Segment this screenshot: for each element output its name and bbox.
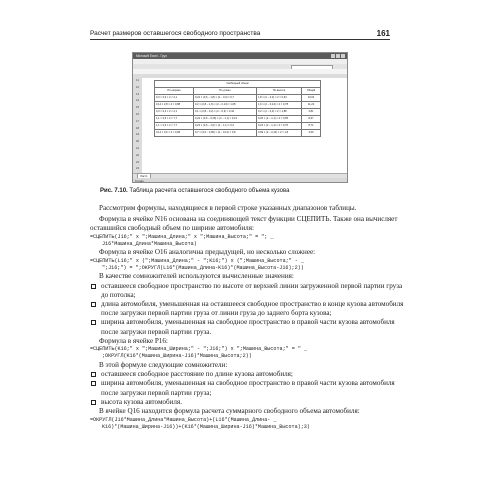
checkbox-bullet-icon <box>91 320 96 325</box>
list-item-text: оставшееся свободное пространство по высоте от верхней линии загруженной первой партии груза до потолка; <box>101 281 403 299</box>
code-listing <box>90 417 408 431</box>
table-cell: 0,14 × 2,8 × 2 = 0,88 <box>155 102 194 109</box>
row-number: 19 <box>136 133 139 137</box>
sheet-tab: Лист1 <box>137 173 151 179</box>
table-cell: 0,2 × (2 – 0,3) × 2 = 1,88 <box>257 109 302 116</box>
table-row <box>155 130 321 137</box>
checkbox-bullet-icon <box>91 302 96 307</box>
free-volume-table <box>154 80 321 137</box>
code-line: =ОКРУГЛ(J16*Машина_Длина*Машина_Высота)+(L16*(Машина_Длина- _ <box>90 416 277 423</box>
table-cell: 0,99 × (2 – 0,14) × 2 = 1,8 <box>257 130 302 137</box>
col-header-height: По высоте <box>257 88 302 95</box>
code-line: =СЦЕПИТЬ(L16;" х (";Машина_Длина;" - ";K16;") х (";Машина_Высота;" - _ <box>90 257 304 264</box>
paragraph: Формула в ячейке O16 аналогична предыдущей, но несколько сложнее: <box>99 248 316 257</box>
table-row <box>155 123 321 130</box>
close-icon <box>341 54 345 58</box>
row-number: 21 <box>136 146 139 150</box>
table-row <box>155 102 321 109</box>
list-item-text: ширина автомобиля, уменьшенная на свободное пространство в правой части кузова автомобиля после загрузки первой партии груза. <box>101 318 395 336</box>
paragraph: Рассмотрим формулы, находящиеся в первой строке указанных диапазонов таблицы. <box>99 204 357 212</box>
code-listing <box>90 258 408 272</box>
paragraph: В этой формуле следующие сомножители: <box>99 360 228 369</box>
table-cell: 0,22 × (3,6 – 1,8) × (2 – 0,3) = 0,7 <box>194 95 257 102</box>
row-number: 18 <box>136 126 139 130</box>
table-cell: 3,66 <box>302 130 321 137</box>
col-header-length: По длине <box>194 88 257 95</box>
code-listing <box>90 346 408 360</box>
status-bar: Готово <box>133 178 347 183</box>
table-cell: 0,3 × 3,4 × 2 = 2,1 <box>155 109 194 116</box>
paragraph: В качестве сомножителей используются вычисленные значения: <box>99 272 294 281</box>
list-item-text: длина автомобиля, уменьшенная на оставшееся свободное пространство в конце кузова автомобиля после загрузки первой партии груза от линии груза до заднего борта кузова; <box>101 299 404 318</box>
table-row <box>155 95 321 102</box>
row-number: 20 <box>136 140 139 144</box>
running-header-title: Расчет размеров оставшегося свободного пространства <box>90 30 261 37</box>
code-line: K16)*(Машина_Ширина-J16))+(K16*(Машина_Ширина-J16)*Машина_Высота);3) <box>102 423 310 430</box>
bullet-list <box>90 370 408 407</box>
spreadsheet-screenshot <box>132 52 348 183</box>
table-cell: 0,3 × 3,6 × 2 = 2,1 <box>155 95 194 102</box>
figure-caption <box>100 188 430 194</box>
code-line: ;ОКРУГЛ(K16*(Машина_Ширина-J16)*Машина_Высота;2)) <box>102 353 252 360</box>
row-number: 17 <box>136 119 139 123</box>
table-cell: 8,71 <box>302 123 321 130</box>
list-item-text: ширина автомобиля, уменьшенная на свободное пространство в правой части кузова автомобиля после загрузки первой партии груза; <box>101 379 395 397</box>
checkbox-bullet-icon <box>91 372 96 377</box>
body-text <box>90 204 408 431</box>
sheet-grid <box>142 78 347 173</box>
maximize-icon <box>336 54 340 58</box>
row-number: 16 <box>136 112 139 116</box>
excel-window-title: Microsoft Excel - Груз <box>136 54 167 58</box>
list-item <box>90 318 408 336</box>
page-number: 161 <box>376 29 390 38</box>
paragraph: Формула в ячейке P16: <box>99 336 168 345</box>
table-cell: 0,1 × (2,8 – 0,2) × (2 – 0,3) = 0,44 <box>194 109 257 116</box>
table-cell: 8,97 <box>302 116 321 123</box>
minimize-icon <box>331 54 335 58</box>
list-item-text: высота кузова автомобиля. <box>101 397 182 406</box>
row-number: 15 <box>136 106 139 110</box>
table-cell: 1,1 × 3,5 × 2 = 7,7 <box>155 116 194 123</box>
table-cell: 0,22 × (2 – 1,1) × 2 = 0,76 <box>257 123 302 130</box>
code-line: =СЦЕПИТЬ(K16;" х ";Машина_Ширина;" - ";J16;") х ";Машина_Высота;" = " _ <box>90 346 308 353</box>
checkbox-bullet-icon <box>91 381 96 386</box>
table-row <box>155 109 321 116</box>
code-listing <box>90 234 408 248</box>
table-cell: 1,6 × (2 – 0,14) × 2 = 0,78 <box>257 102 302 109</box>
code-line: ";J16;") = ";ОКРУГЛ(L16*(Машина_Длина-K16)*(Машина_Высота-J16);2)) <box>102 264 304 271</box>
table-cell: 4,81 <box>302 109 321 116</box>
row-number: 14 <box>136 99 139 103</box>
code-line: =СЦЕПИТЬ(J16;" х ";Машина_Длина;" х ";Машина_Высота;" = "; _ <box>90 233 274 240</box>
list-item <box>90 282 408 300</box>
bullet-list <box>90 282 408 337</box>
row-number: 12 <box>136 85 139 89</box>
row-number: 23 <box>136 160 139 164</box>
table-cell: 0,22 × (2,6 – 1,6) × (2 – 1,1) = 0,2 <box>194 123 257 130</box>
table-cell: 1,1 × 3,6 × 2 = 7,7 <box>155 123 194 130</box>
list-item-text: оставшееся свободное расстояние по длине кузова автомобиля; <box>101 370 293 379</box>
list-item <box>90 398 408 407</box>
merged-header-cell: Свободный объем <box>155 81 321 88</box>
table-cell: 0,22 × (3,6 – 0,26) × (2 – 1,1) = 0,13 <box>194 116 257 123</box>
paragraph: Формула в ячейке N16 основана на соединяющей текст функции СЦЕПИТЬ. Также она вычисляет оставшийся свободный объем по ширине автомобиля: <box>90 214 398 232</box>
table-row <box>155 116 321 123</box>
row-number: 11 <box>136 79 139 82</box>
row-number: 13 <box>136 92 139 96</box>
caption-text: Таблица расчета оставшегося свободного объема кузова <box>129 188 290 194</box>
list-item <box>90 379 408 397</box>
running-header <box>90 30 390 40</box>
paragraph: В ячейке Q16 находится формула расчета суммарного свободного объема автомобиля: <box>99 406 360 415</box>
table-cell: 10,04 <box>302 95 321 102</box>
window-controls <box>331 54 345 58</box>
code-line: J16*Машина_Длина*Машина_Высота) <box>102 240 197 247</box>
table-cell: 11,22 <box>302 102 321 109</box>
checkbox-bullet-icon <box>91 400 96 405</box>
table-cell: 0,26 × (2 – 1,1) × 2 = 0,55 <box>257 116 302 123</box>
col-header-width: По ширине <box>155 88 194 95</box>
table-cell: 0,14 × 3,6 × 2 = 0,98 <box>155 130 194 137</box>
row-number: 22 <box>136 153 139 157</box>
list-item <box>90 370 408 379</box>
row-number: 24 <box>136 167 139 171</box>
table-cell: 0,7 × (3,6 – 0,95) × (2 – 0,14) = 0,8 <box>194 130 257 137</box>
table-cell: 0,2 × (2,8 – 1,6) × (2 – 0,14) = 1,08 <box>194 102 257 109</box>
list-item <box>90 300 408 318</box>
checkbox-bullet-icon <box>91 284 96 289</box>
table-cell: 1,8 × (2 – 0,3) × 2 = 0,64 <box>257 95 302 102</box>
caption-label: Рис. 7.10. <box>100 188 128 194</box>
col-header-total: Общий <box>302 88 321 95</box>
